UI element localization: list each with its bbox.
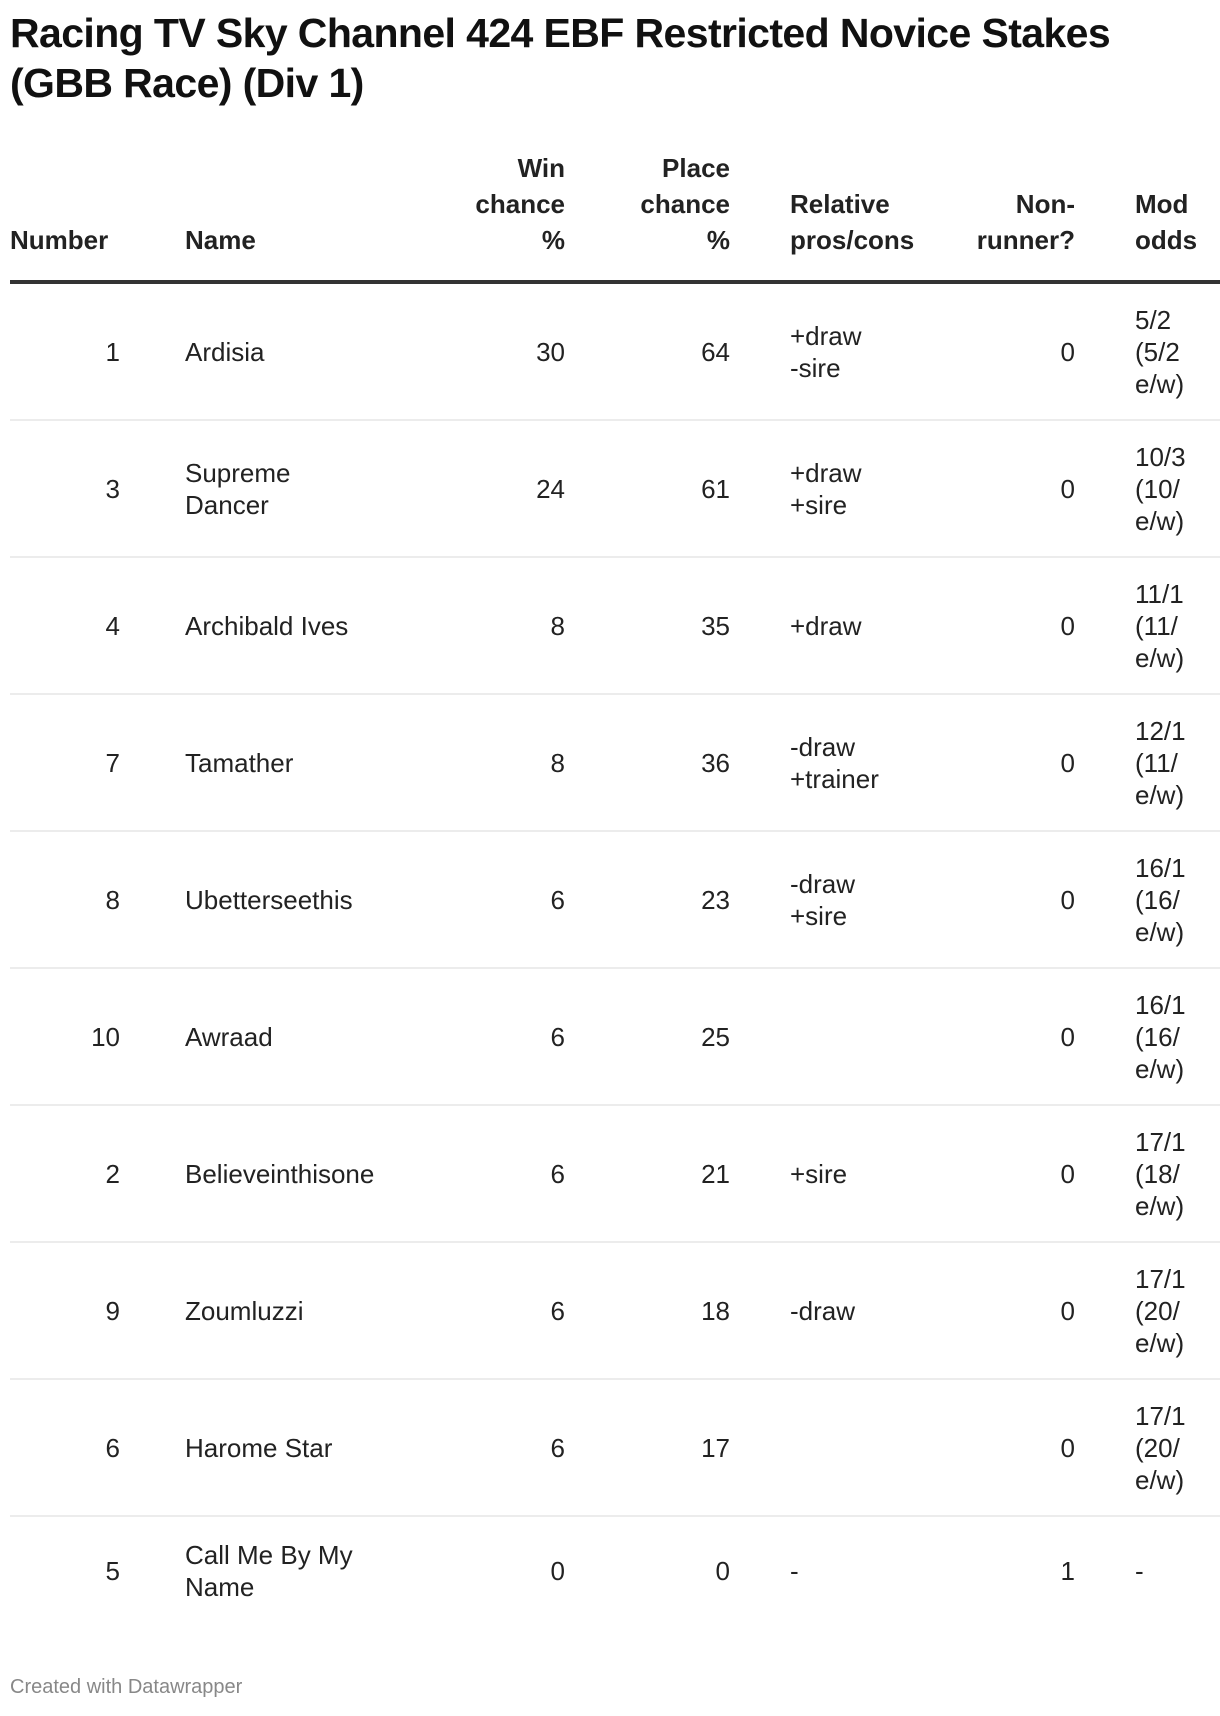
cell-place-chance: 23 [565, 831, 730, 968]
cell-win-chance: 6 [400, 831, 565, 968]
cell-place-chance: 35 [565, 557, 730, 694]
cell-nonrunner: 1 [1060, 1556, 1075, 1586]
cell-name: Call Me By My Name [185, 1540, 353, 1602]
cell-nonrunner: 0 [955, 968, 1075, 1105]
header-win-chance[interactable]: Win chance % [400, 150, 565, 282]
cell-win-chance: 8 [400, 557, 565, 694]
cell-place-chance: 61 [565, 420, 730, 557]
cell-relative: +draw [790, 557, 955, 694]
cell-gap [1075, 831, 1135, 968]
cell-gap [730, 557, 790, 694]
footer-credit: Created with Datawrapper [10, 1676, 243, 1698]
cell-number: 10 [10, 968, 120, 1105]
cell-gap [1075, 1379, 1135, 1516]
cell-name: Believeinthisone [185, 1105, 400, 1242]
cell-relative [790, 968, 955, 1105]
cell-nonrunner: 0 [955, 1379, 1075, 1516]
cell-nonrunner: 0 [955, 694, 1075, 831]
cell-nonrunner: 0 [955, 1105, 1075, 1242]
cell-relative: +sire [790, 1105, 955, 1242]
cell-gap [120, 1379, 185, 1516]
page-title: Racing TV Sky Channel 424 EBF Restricted Novice Stakes (GBB Race) (Div 1) [10, 10, 1111, 106]
cell-gap [120, 694, 185, 831]
header-place-chance[interactable]: Place chance % [565, 150, 730, 282]
cell-number: 8 [10, 831, 120, 968]
table-row [10, 1242, 1220, 1379]
cell-nonrunner: 0 [955, 831, 1075, 968]
cell-gap [1075, 1105, 1135, 1242]
cell-number: 4 [10, 557, 120, 694]
cell-place-chance: 21 [565, 1105, 730, 1242]
table-row [10, 968, 1220, 1105]
cell-number: 1 [10, 282, 120, 420]
cell-gap [1075, 968, 1135, 1105]
cell-gap [730, 420, 790, 557]
cell-gap [730, 282, 790, 420]
cell-gap [120, 968, 185, 1105]
cell-gap [730, 968, 790, 1105]
cell-odds: 16/1 (16/ e/w) [1135, 831, 1220, 968]
cell-win-chance: 0 [550, 1556, 565, 1586]
cell-place-chance: 18 [565, 1242, 730, 1379]
cell-relative: -draw [790, 1242, 955, 1379]
cell-nonrunner: 0 [955, 282, 1075, 420]
cell-nonrunner: 0 [955, 420, 1075, 557]
cell-odds: - [1135, 1556, 1144, 1586]
cell-win-chance: 6 [400, 1379, 565, 1516]
cell-odds: 10/3 (10/ e/w) [1135, 420, 1220, 557]
cell-nonrunner: 0 [955, 557, 1075, 694]
cell-gap [1075, 557, 1135, 694]
cell-win-chance: 6 [400, 1105, 565, 1242]
cell-win-chance: 8 [400, 694, 565, 831]
cell-gap [1075, 694, 1135, 831]
cell-number: 5 [105, 1556, 120, 1586]
cell-place-chance: 17 [565, 1379, 730, 1516]
cell-nonrunner: 0 [955, 1242, 1075, 1379]
cell-name: Tamather [185, 694, 400, 831]
cell-gap [730, 694, 790, 831]
table-row [10, 420, 1220, 557]
cell-relative: +draw +sire [790, 420, 955, 557]
header-relative[interactable]: Relative pros/cons [790, 150, 955, 282]
cell-gap [730, 1105, 790, 1242]
cell-gap [1075, 282, 1135, 420]
cell-win-chance: 30 [400, 282, 565, 420]
cell-relative: -draw +sire [790, 831, 955, 968]
cell-place-chance: 36 [565, 694, 730, 831]
cell-win-chance: 6 [400, 1242, 565, 1379]
table-row [10, 831, 1220, 968]
cell-relative [790, 1379, 955, 1516]
cell-number: 2 [10, 1105, 120, 1242]
cell-win-chance: 24 [400, 420, 565, 557]
table-row [10, 1105, 1220, 1242]
cell-gap [120, 420, 185, 557]
cell-gap [730, 1516, 790, 1625]
table-container [10, 150, 1220, 1650]
cell-odds: 11/1 (11/ e/w) [1135, 557, 1220, 694]
cell-odds: 5/2 (5/2 e/w) [1135, 282, 1220, 420]
cell-name: Archibald Ives [185, 557, 400, 694]
cell-gap [1075, 420, 1135, 557]
cell-number: 7 [10, 694, 120, 831]
runners-table [10, 150, 1220, 1625]
cell-gap [120, 1105, 185, 1242]
cell-gap [730, 831, 790, 968]
header-name[interactable]: Name [185, 150, 400, 282]
cell-name: Ubetterseethis [185, 831, 400, 968]
table-row [10, 694, 1220, 831]
cell-name: Awraad [185, 968, 400, 1105]
cell-gap [730, 1242, 790, 1379]
cell-relative: +draw -sire [790, 282, 955, 420]
cell-odds: 17/1 (20/ e/w) [1135, 1379, 1220, 1516]
cell-odds: 12/1 (11/ e/w) [1135, 694, 1220, 831]
header-nonrunner[interactable]: Non- runner? [955, 150, 1075, 282]
cell-odds: 17/1 (18/ e/w) [1135, 1105, 1220, 1242]
cell-gap [120, 831, 185, 968]
cell-gap [120, 1516, 185, 1625]
cell-relative: - [790, 1556, 799, 1586]
cell-odds: 16/1 (16/ e/w) [1135, 968, 1220, 1105]
table-row [10, 1379, 1220, 1516]
cell-name: Supreme Dancer [185, 420, 400, 557]
cell-odds: 17/1 (20/ e/w) [1135, 1242, 1220, 1379]
cell-gap [1075, 1242, 1135, 1379]
header-row [10, 150, 1220, 282]
cell-name: Ardisia [185, 282, 400, 420]
cell-place-chance: 64 [565, 282, 730, 420]
cell-gap [120, 557, 185, 694]
cell-gap [1075, 1516, 1135, 1625]
cell-place-chance: 0 [715, 1556, 730, 1586]
cell-win-chance: 6 [400, 968, 565, 1105]
cell-name: Harome Star [185, 1379, 400, 1516]
cell-gap [120, 1242, 185, 1379]
cell-number: 3 [10, 420, 120, 557]
cell-relative: -draw +trainer [790, 694, 955, 831]
cell-number: 6 [10, 1379, 120, 1516]
header-odds[interactable]: Mod odds [1135, 150, 1220, 282]
cell-name: Zoumluzzi [185, 1242, 400, 1379]
cell-gap [730, 1379, 790, 1516]
table-row [10, 1516, 1220, 1625]
table-row [10, 557, 1220, 694]
cell-number: 9 [10, 1242, 120, 1379]
cell-place-chance: 25 [565, 968, 730, 1105]
header-number[interactable]: Number [10, 150, 120, 282]
table-row [10, 282, 1220, 420]
cell-gap [120, 282, 185, 420]
